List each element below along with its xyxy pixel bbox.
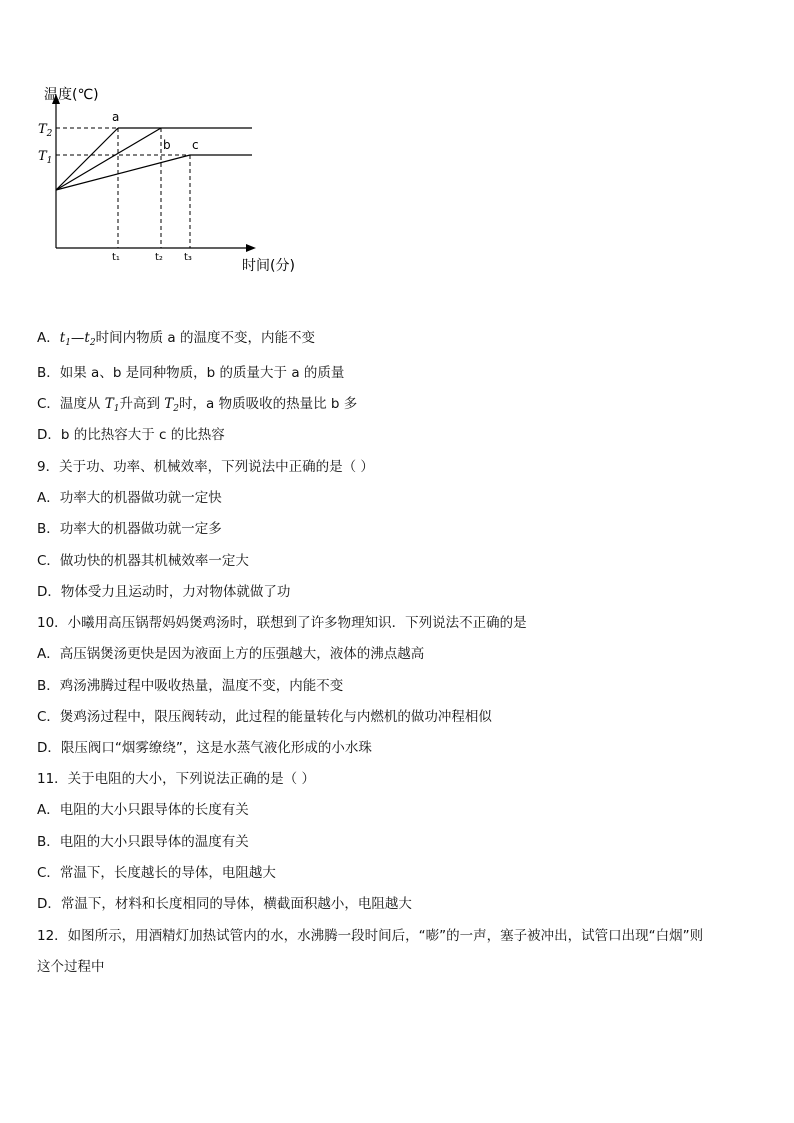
q11-option-c: C．常温下，长度越长的导体，电阻越大 <box>37 865 276 881</box>
q11-option-b: B．电阻的大小只跟导体的温度有关 <box>37 834 249 850</box>
q10-option-a: A．高压锅煲汤更快是因为液面上方的压强越大，液体的沸点越高 <box>37 646 425 662</box>
q10-option-d: D．限压阀口“烟雾缭绕”，这是水蒸气液化形成的小水珠 <box>37 740 372 756</box>
tick-t2: t₂ <box>155 252 163 263</box>
q12-stem-line2: 这个过程中 <box>37 959 105 975</box>
tick-t3: t₃ <box>184 252 192 263</box>
label-c: c <box>192 138 199 152</box>
q9-option-b: B．功率大的机器做功就一定多 <box>37 521 222 537</box>
x-axis-label: 时间(分) <box>242 258 295 274</box>
y-axis-label: 温度(℃) <box>44 87 99 103</box>
label-b: b <box>163 138 171 152</box>
q9-option-a: A．功率大的机器做功就一定快 <box>37 490 222 506</box>
q8-option-c: C．温度从 $T_1$升高到 $T_2$时，a 物质吸收的热量比 b 多 <box>37 396 358 414</box>
q10-option-b: B．鸡汤沸腾过程中吸收热量，温度不变，内能不变 <box>37 678 344 694</box>
q12-stem-line1: 12．如图所示，用酒精灯加热试管内的水，水沸腾一段时间后，“嘭”的一声，塞子被冲出，试管口出现“白烟”则 <box>37 928 704 944</box>
q10-stem: 10．小曦用高压锅帮妈妈煲鸡汤时，联想到了许多物理知识．下列说法不正确的是 <box>37 615 527 631</box>
temperature-time-graph <box>30 80 320 280</box>
q11-option-a: A．电阻的大小只跟导体的长度有关 <box>37 802 249 818</box>
line-c <box>56 155 190 190</box>
tick-t1: t₁ <box>112 252 120 263</box>
q8-option-a: A．$t_1—t_2$时间内物质 a 的温度不变，内能不变 <box>37 330 315 348</box>
q11-option-d: D．常温下，材料和长度相同的导体，横截面积越小，电阻越大 <box>37 896 412 912</box>
q10-option-c: C．煲鸡汤过程中，限压阀转动，此过程的能量转化与内燃机的做功冲程相似 <box>37 709 492 725</box>
q11-stem: 11．关于电阻的大小，下列说法正确的是（ ） <box>37 771 315 787</box>
q9-option-d: D．物体受力且运动时，力对物体就做了功 <box>37 584 291 600</box>
q9-stem: 9．关于功、功率、机械效率，下列说法中正确的是（ ） <box>37 459 374 475</box>
x-axis-arrow <box>246 244 256 252</box>
q8-option-b: B．如果 a、b 是同种物质，b 的质量大于 a 的质量 <box>37 365 345 381</box>
q8-option-d: D．b 的比热容大于 c 的比热容 <box>37 427 225 443</box>
label-a: a <box>112 110 120 124</box>
tick-T1: $T_1$ <box>38 149 53 166</box>
tick-T2: $T_2$ <box>38 122 53 139</box>
q9-option-c: C．做功快的机器其机械效率一定大 <box>37 553 249 569</box>
